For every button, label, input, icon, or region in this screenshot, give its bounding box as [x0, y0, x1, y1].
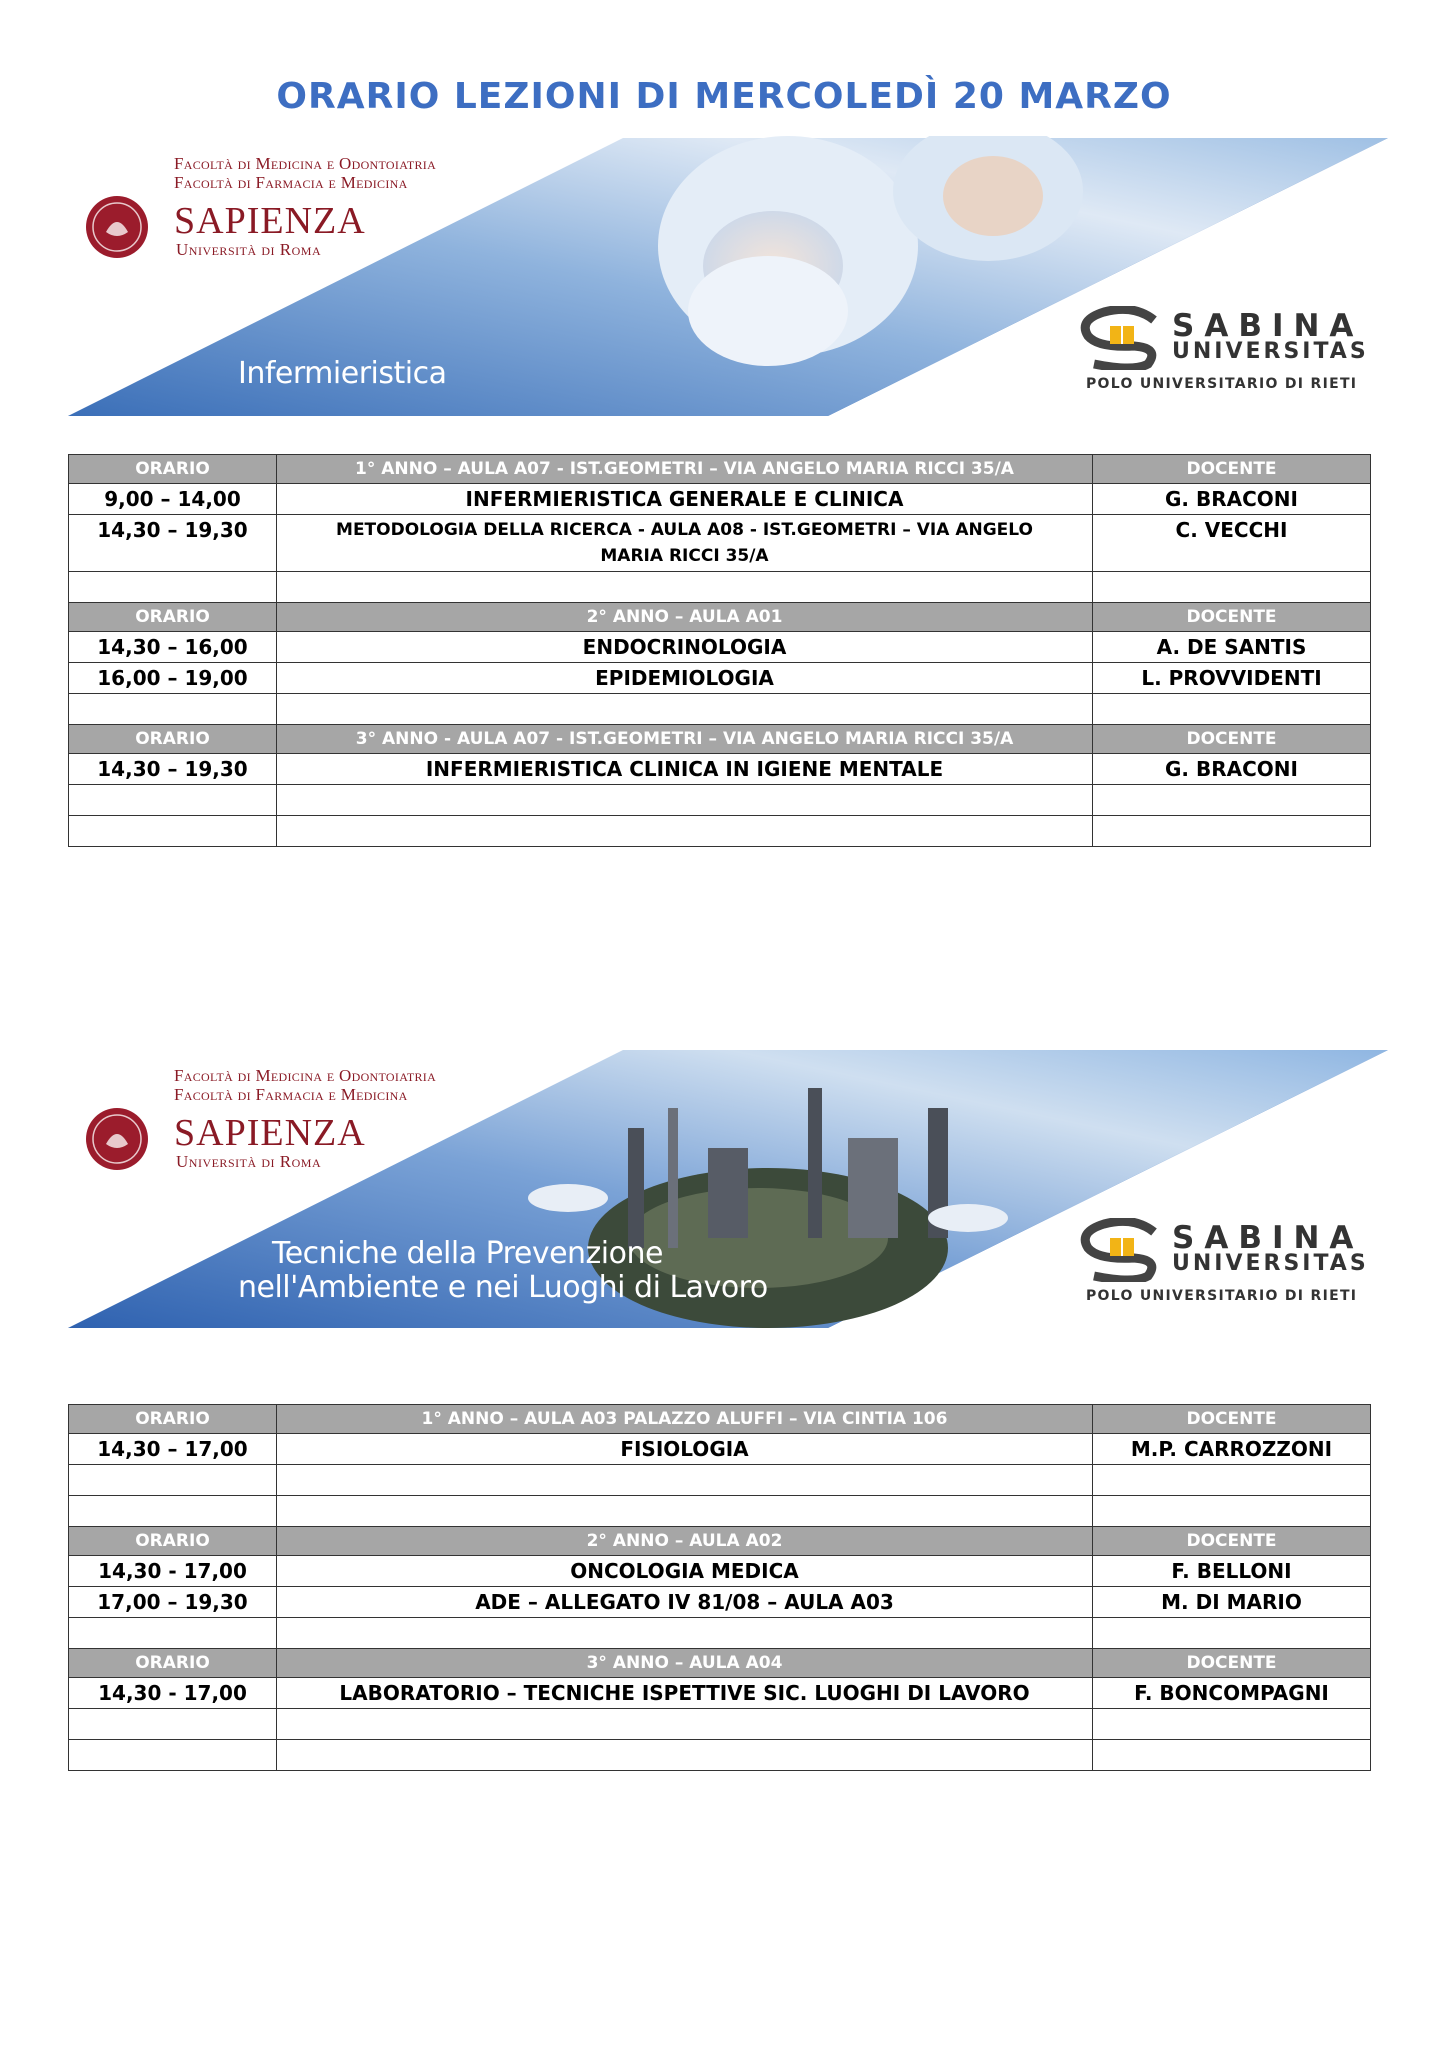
cell-time: 16,00 – 19,00: [69, 663, 277, 694]
cell-teacher: F. BONCOMPAGNI: [1093, 1678, 1371, 1709]
partner-name: SABINA: [1172, 308, 1364, 344]
sabina-universitas-logo: [1074, 1218, 1374, 1308]
table-row: [69, 484, 1371, 515]
table-header-row: [69, 455, 1371, 484]
schedule-table-infermieristica: [68, 454, 1371, 847]
schedule-table-tecniche-prevenzione: [68, 1404, 1371, 1771]
empty-row: [69, 785, 1371, 816]
empty-row: [69, 572, 1371, 603]
cell-subject: INFERMIERISTICA CLINICA IN IGIENE MENTALE: [277, 754, 1093, 785]
cell-time: 14,30 – 19,30: [69, 754, 277, 785]
university-name: SAPIENZA: [174, 200, 366, 242]
header-orario: ORARIO: [69, 455, 277, 484]
header-orario: ORARIO: [69, 1649, 277, 1678]
sapienza-seal-icon: [84, 194, 150, 260]
page-title: ORARIO LEZIONI DI MERCOLEDÌ 20 MARZO: [276, 76, 1172, 117]
partner-tagline: POLO UNIVERSITARIO DI RIETI: [1086, 1288, 1358, 1304]
cell-subject: INFERMIERISTICA GENERALE E CLINICA: [277, 484, 1093, 515]
empty-row: [69, 1465, 1371, 1496]
partner-subtitle: UNIVERSITAS: [1172, 1251, 1369, 1276]
header-year-room: 1° ANNO – AULA A07 - IST.GEOMETRI – VIA ANGELO MARIA RICCI 35/A: [277, 455, 1093, 484]
cell-subject: EPIDEMIOLOGIA: [277, 663, 1093, 694]
cell-subject: ENDOCRINOLOGIA: [277, 632, 1093, 663]
empty-row: [69, 694, 1371, 725]
faculty-line-2: Facoltà di Farmacia e Medicina: [174, 173, 408, 192]
empty-row: [69, 816, 1371, 847]
course-title: Infermieristica: [238, 356, 447, 391]
empty-row: [69, 1740, 1371, 1771]
header-orario: ORARIO: [69, 1527, 277, 1556]
header-docente: DOCENTE: [1093, 1527, 1371, 1556]
table-header-row: [69, 1527, 1371, 1556]
table-row: [69, 1587, 1371, 1618]
faculty-line-1: Facoltà di Medicina e Odontoiatria: [174, 154, 437, 173]
header-year-room: 2° ANNO – AULA A02: [277, 1527, 1093, 1556]
header-docente: DOCENTE: [1093, 1649, 1371, 1678]
table-row: [69, 1434, 1371, 1465]
header-docente: DOCENTE: [1093, 603, 1371, 632]
header-year-room: 2° ANNO – AULA A01: [277, 603, 1093, 632]
partner-tagline: POLO UNIVERSITARIO DI RIETI: [1086, 376, 1358, 392]
sapienza-seal-icon: [84, 1106, 150, 1172]
cell-subject: FISIOLOGIA: [277, 1434, 1093, 1465]
table-header-row: [69, 1405, 1371, 1434]
cell-teacher: A. DE SANTIS: [1093, 632, 1371, 663]
faculty-line-2: Facoltà di Farmacia e Medicina: [174, 1085, 408, 1104]
cell-teacher: F. BELLONI: [1093, 1556, 1371, 1587]
table-row: [69, 754, 1371, 785]
table-header-row: [69, 603, 1371, 632]
header-docente: DOCENTE: [1093, 725, 1371, 754]
header-docente: DOCENTE: [1093, 455, 1371, 484]
header-orario: ORARIO: [69, 603, 277, 632]
cell-subject: ADE – ALLEGATO IV 81/08 – AULA A03: [277, 1587, 1093, 1618]
header-orario: ORARIO: [69, 1405, 277, 1434]
table-row: [69, 632, 1371, 663]
cell-subject: METODOLOGIA DELLA RICERCA - AULA A08 - IST.GEOMETRI – VIA ANGELO MARIA RICCI 35/A: [277, 515, 1093, 572]
cell-teacher: M.P. CARROZZONI: [1093, 1434, 1371, 1465]
banner-tecniche-prevenzione: [68, 1048, 1388, 1328]
empty-row: [69, 1618, 1371, 1649]
course-title-line-2: nell'Ambiente e nei Luoghi di Lavoro: [238, 1270, 768, 1305]
cell-teacher: C. VECCHI: [1093, 515, 1371, 572]
university-subtitle: Università di Roma: [176, 1152, 322, 1171]
table-header-row: [69, 725, 1371, 754]
header-orario: ORARIO: [69, 725, 277, 754]
header-year-room: 3° ANNO - AULA A07 - IST.GEOMETRI – VIA ANGELO MARIA RICCI 35/A: [277, 725, 1093, 754]
cell-teacher: L. PROVVIDENTI: [1093, 663, 1371, 694]
cell-time: 17,00 – 19,30: [69, 1587, 277, 1618]
faculty-line-1: Facoltà di Medicina e Odontoiatria: [174, 1066, 437, 1085]
table-row: [69, 663, 1371, 694]
header-year-room: 3° ANNO – AULA A04: [277, 1649, 1093, 1678]
table-row: [69, 515, 1371, 572]
cell-subject: ONCOLOGIA MEDICA: [277, 1556, 1093, 1587]
header-year-room: 1° ANNO – AULA A03 PALAZZO ALUFFI – VIA CINTIA 106: [277, 1405, 1093, 1434]
cell-time: 9,00 – 14,00: [69, 484, 277, 515]
sabina-book-icon: [1074, 306, 1164, 370]
cell-time: 14,30 – 17,00: [69, 1434, 277, 1465]
empty-row: [69, 1496, 1371, 1527]
partner-subtitle: UNIVERSITAS: [1172, 339, 1369, 364]
cell-time: 14,30 – 19,30: [69, 515, 277, 572]
partner-name: SABINA: [1172, 1220, 1364, 1256]
cell-time: 14,30 – 16,00: [69, 632, 277, 663]
course-title-line-1: Tecniche della Prevenzione: [272, 1236, 663, 1271]
table-row: [69, 1678, 1371, 1709]
cell-time: 14,30 - 17,00: [69, 1556, 277, 1587]
table-row: [69, 1556, 1371, 1587]
cell-time: 14,30 - 17,00: [69, 1678, 277, 1709]
empty-row: [69, 1709, 1371, 1740]
banner-infermieristica: [68, 136, 1388, 416]
university-subtitle: Università di Roma: [176, 240, 322, 259]
sabina-book-icon: [1074, 1218, 1164, 1282]
cell-teacher: G. BRACONI: [1093, 484, 1371, 515]
table-header-row: [69, 1649, 1371, 1678]
university-name: SAPIENZA: [174, 1112, 366, 1154]
header-docente: DOCENTE: [1093, 1405, 1371, 1434]
sabina-universitas-logo: [1074, 306, 1374, 396]
cell-subject: LABORATORIO – TECNICHE ISPETTIVE SIC. LUOGHI DI LAVORO: [277, 1678, 1093, 1709]
cell-teacher: M. DI MARIO: [1093, 1587, 1371, 1618]
cell-teacher: G. BRACONI: [1093, 754, 1371, 785]
